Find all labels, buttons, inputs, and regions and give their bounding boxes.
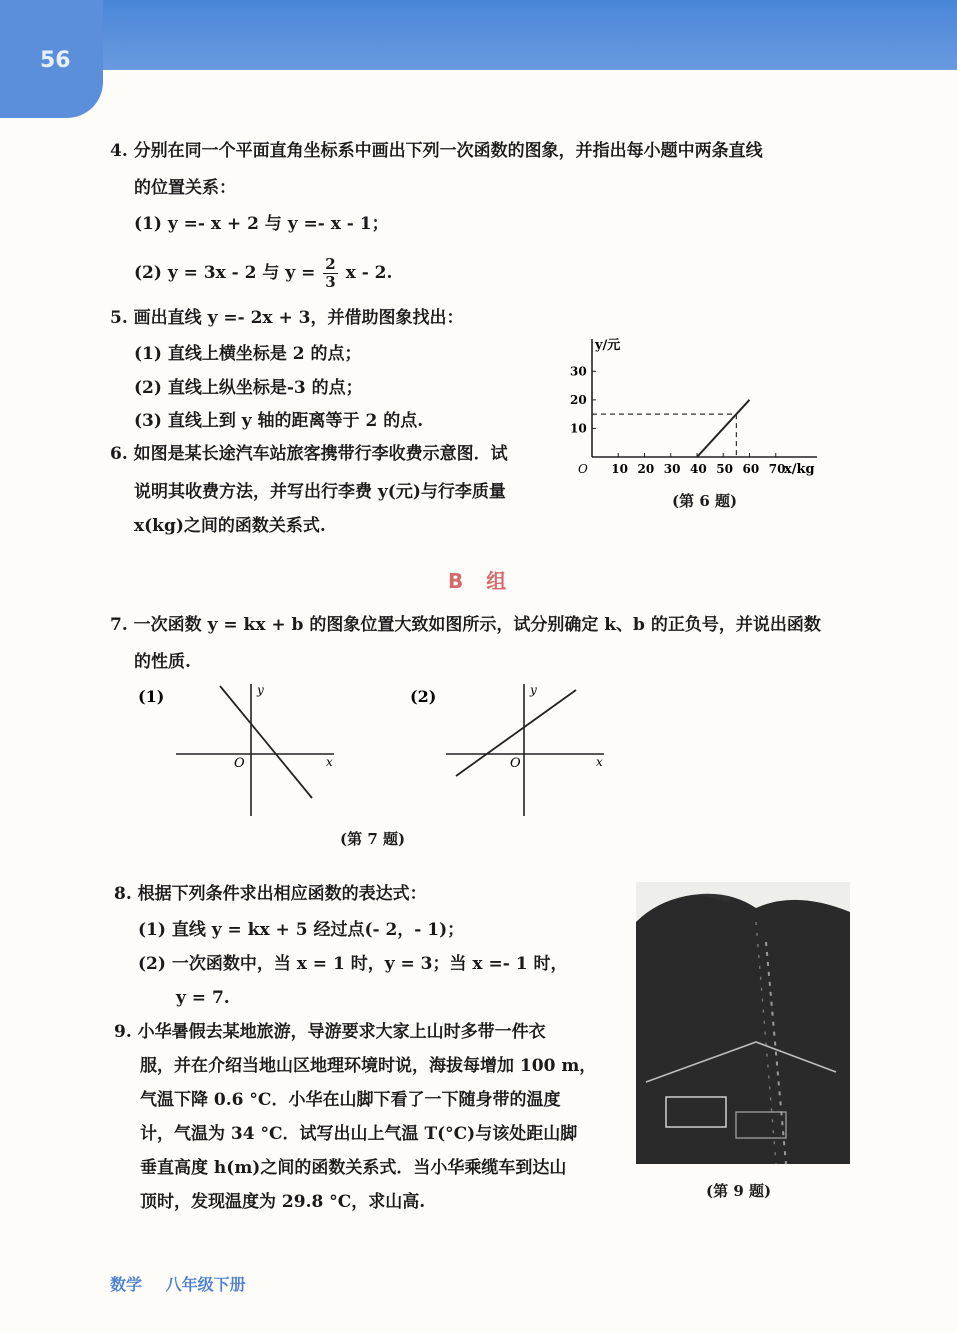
footer-subject: 数学 (110, 1275, 143, 1294)
x-tick-label: 40 (690, 462, 707, 476)
footer-grade: 八年级下册 (165, 1275, 246, 1294)
q8-item2: (2) 一次函数中，当 x = 1 时，y = 3；当 x =- 1 时， (138, 954, 568, 974)
q7-line2: 的性质. (134, 652, 191, 672)
fraction-numerator: 2 (325, 255, 336, 273)
x-tick-label: 50 (716, 462, 733, 476)
q9-line4: 计，气温为 34 °C．试写出山上气温 T(°C)与该处距山脚 (140, 1124, 578, 1144)
q6-line3: x(kg)之间的函数关系式. (134, 516, 326, 536)
q7-g2-x-label: x (596, 755, 603, 769)
x-axis-label: x/kg (784, 462, 815, 477)
footer (110, 1272, 264, 1295)
fraction-denominator: 3 (325, 273, 336, 291)
q5-item3: (3) 直线上到 y 轴的距离等于 2 的点. (134, 411, 424, 431)
q9-caption: (第 9 题) (706, 1182, 772, 1200)
q5-item2: (2) 直线上纵坐标是-3 的点； (134, 378, 363, 398)
q6-line2: 说明其收费方法，并写出行李费 y(元)与行李质量 (134, 482, 506, 502)
q9-mountain-photo (636, 882, 850, 1164)
page-tab (0, 0, 103, 118)
q4-item1: (1) y =- x + 2 与 y =- x - 1； (134, 214, 389, 234)
x-tick-label: 70 (768, 462, 786, 476)
q7-g2-origin: O (510, 756, 521, 771)
q9-line2: 服，并在介绍当地山区地理环境时说，海拔每增加 100 m， (140, 1056, 597, 1076)
q7-g2-y-label: y (530, 683, 537, 697)
q6-line1: 6. 如图是某长途汽车站旅客携带行李收费示意图．试 (110, 444, 508, 464)
page-number: 56 (40, 48, 71, 73)
x-tick-label: 10 (611, 462, 628, 476)
y-tick-label: 10 (570, 421, 587, 436)
y-axis-label: y/元 (595, 338, 621, 353)
fraction (323, 256, 337, 291)
q7-graph1-label: (1) (138, 687, 165, 706)
y-tick-label: 30 (570, 364, 587, 379)
series-line (697, 400, 750, 457)
q8-item2b: y = 7. (176, 988, 230, 1008)
origin-label: O (578, 462, 588, 476)
x-tick-label: 30 (663, 462, 681, 476)
q7-graphs (130, 676, 630, 826)
q4-item2-post: x - 2. (345, 263, 393, 283)
q7-g1-x-label: x (326, 755, 333, 769)
q5-line1: 5. 画出直线 y =- 2x + 3，并借助图象找出： (110, 308, 464, 328)
q6-caption: (第 6 题) (672, 492, 738, 510)
q9-line5: 垂直高度 h(m)之间的函数关系式．当小华乘缆车到达山 (140, 1158, 567, 1178)
q7-g1-y-label: y (257, 683, 264, 697)
q6-chart (570, 332, 850, 482)
q7-line1: 7. 一次函数 y = kx + b 的图象位置大致如图所示，试分别确定 k、b 的正负号，并说出函数 (110, 615, 821, 635)
q4-item2-pre: (2) y = 3x - 2 与 y = (134, 263, 316, 283)
q9-line6: 顶时，发现温度为 29.8 °C，求山高. (140, 1192, 426, 1212)
q7-caption: (第 7 题) (340, 830, 406, 848)
q4-item2 (134, 256, 392, 291)
q7-g1-line (220, 686, 312, 798)
x-tick-label: 60 (742, 462, 760, 476)
q5-item1: (1) 直线上横坐标是 2 的点； (134, 344, 362, 364)
q7-g1-origin: O (234, 756, 245, 771)
q4-line2: 的位置关系： (134, 178, 236, 198)
q8-line1: 8. 根据下列条件求出相应函数的表达式： (114, 884, 427, 904)
q8-item1: (1) 直线 y = kx + 5 经过点(- 2，- 1)； (138, 920, 465, 940)
q9-line3: 气温下降 0.6 °C．小华在山脚下看了一下随身带的温度 (140, 1090, 561, 1110)
q9-line1: 9. 小华暑假去某地旅游，导游要求大家上山时多带一件衣 (114, 1022, 546, 1042)
section-b-title: B 组 (448, 569, 515, 593)
q7-graph2-label: (2) (410, 687, 437, 706)
mountain-photo-art (636, 882, 850, 1164)
x-tick-label: 20 (637, 462, 655, 476)
y-tick-label: 20 (570, 392, 587, 407)
header-band (0, 0, 957, 70)
q4-line1: 4. 分别在同一个平面直角坐标系中画出下列一次函数的图象，并指出每小题中两条直线 (110, 141, 763, 161)
